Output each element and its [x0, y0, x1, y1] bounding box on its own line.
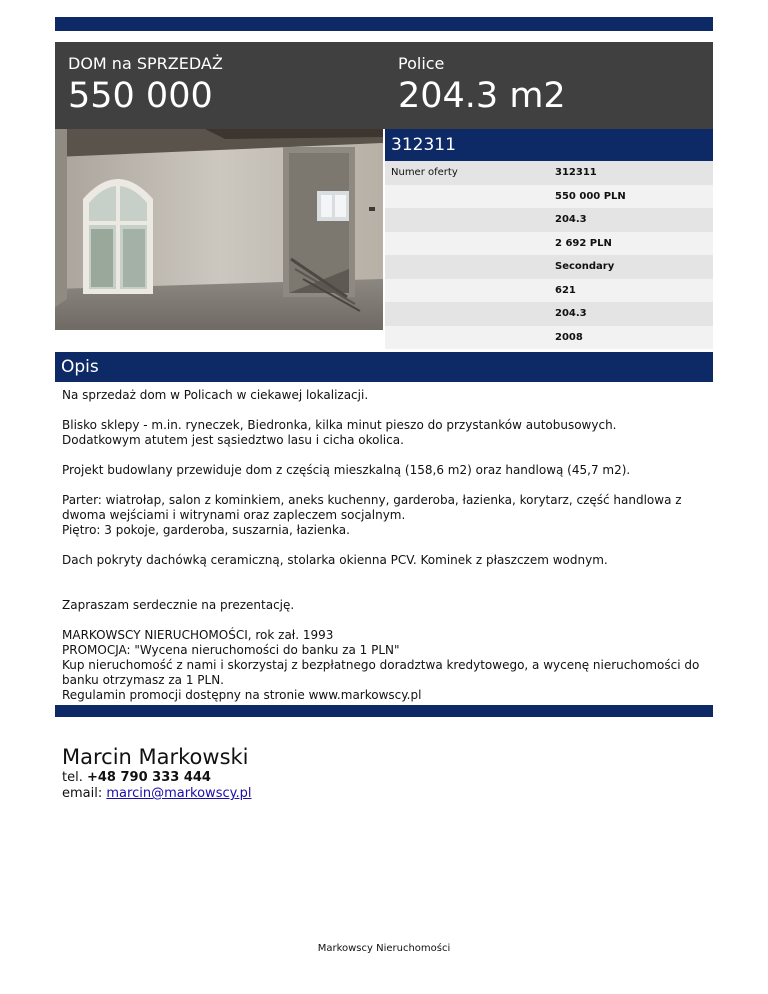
phone-label: tel. — [62, 770, 83, 785]
detail-label — [385, 232, 555, 256]
listing-header — [55, 42, 713, 129]
description-paragraph — [62, 463, 702, 478]
detail-value: 204.3 — [555, 214, 587, 225]
detail-value: 204.3 — [555, 308, 587, 319]
detail-row — [385, 161, 713, 185]
description-line: MARKOWSCY NIERUCHOMOŚCI, rok zał. 1993 — [62, 628, 334, 642]
agent-contact — [62, 745, 251, 802]
agent-phone[interactable]: +48 790 333 444 — [86, 770, 211, 785]
details-table — [385, 129, 713, 349]
detail-row — [385, 279, 713, 303]
detail-row — [385, 326, 713, 350]
description-paragraph — [62, 553, 702, 568]
detail-value: Secondary — [555, 261, 615, 272]
property-photo — [55, 129, 383, 330]
description-line: Dach pokryty dachówką ceramiczną, stolarka okienna PCV. Kominek z płaszczem wodnym. — [62, 553, 608, 567]
price-block — [68, 54, 223, 116]
detail-label — [385, 279, 555, 303]
description-header — [55, 352, 713, 382]
description-paragraph — [62, 598, 702, 613]
description-line: Piętro: 3 pokoje, garderoba, suszarnia, łazienka. — [62, 523, 350, 537]
email-label: email: — [62, 786, 103, 801]
description-line: Parter: wiatrołap, salon z kominkiem, aneks kuchenny, garderoba, łazienka, korytarz, część handlowa z dwoma wejściami i witrynami oraz zapleczem socjalnym. — [62, 493, 682, 522]
listing-area: 204.3 m2 — [398, 76, 566, 116]
footer-company: Markowscy Nieruchomości — [317, 943, 451, 954]
description-line: Blisko sklepy - m.in. ryneczek, Biedronka, kilka minut pieszo do przystanków autobusowych. — [62, 418, 617, 432]
details-title: 312311 — [385, 129, 713, 161]
detail-value: 312311 — [555, 167, 597, 178]
description-paragraph — [62, 493, 702, 538]
detail-row — [385, 208, 713, 232]
detail-label — [385, 255, 555, 279]
listing-city: Police — [398, 54, 445, 73]
detail-value: 2008 — [555, 331, 583, 343]
agent-email-line — [62, 786, 251, 802]
description-paragraph — [62, 388, 702, 403]
detail-label — [385, 326, 555, 350]
detail-value: 550 000 PLN — [555, 190, 626, 202]
details-rows — [385, 161, 713, 349]
detail-row — [385, 232, 713, 256]
location-block — [398, 54, 566, 116]
description-body — [62, 388, 702, 718]
detail-row — [385, 302, 713, 326]
listing-type: DOM na SPRZEDAŻ — [68, 54, 223, 73]
description-title: Opis — [61, 357, 99, 377]
detail-value: 2 692 PLN — [555, 237, 612, 249]
detail-label — [385, 185, 555, 209]
agent-email-link[interactable]: marcin@markowscy.pl — [106, 786, 252, 801]
description-paragraph — [62, 628, 702, 703]
description-line: Projekt budowlany przewiduje dom z częścią mieszkalną (158,6 m2) oraz handlową (45,7 m2). — [62, 463, 631, 477]
detail-row — [385, 185, 713, 209]
detail-label: Numer oferty — [391, 167, 458, 178]
detail-value: 621 — [555, 284, 576, 296]
agent-name: Marcin Markowski — [62, 745, 249, 769]
detail-label — [385, 208, 555, 232]
agent-phone-line — [62, 770, 251, 786]
description-line: Dodatkowym atutem jest sąsiedztwo lasu i cicha okolica. — [62, 433, 404, 447]
listing-price: 550 000 — [68, 76, 213, 116]
description-line: Zapraszam serdecznie na prezentację. — [62, 598, 295, 612]
description-line: PROMOCJA: "Wycena nieruchomości do banku za 1 PLN" — [62, 643, 400, 657]
description-paragraph — [62, 418, 702, 448]
detail-label — [385, 302, 555, 326]
detail-row — [385, 255, 713, 279]
description-line: Regulamin promocji dostępny na stronie www.markowscy.pl — [62, 688, 422, 702]
section-divider — [55, 705, 713, 717]
description-line: Kup nieruchomość z nami i skorzystaj z bezpłatnego doradztwa kredytowego, a wycenę nieruchomości do banku otrzymasz za 1 PLN. — [62, 658, 700, 687]
top-bar — [55, 17, 713, 31]
description-line: Na sprzedaż dom w Policach w ciekawej lokalizacji. — [62, 388, 369, 402]
